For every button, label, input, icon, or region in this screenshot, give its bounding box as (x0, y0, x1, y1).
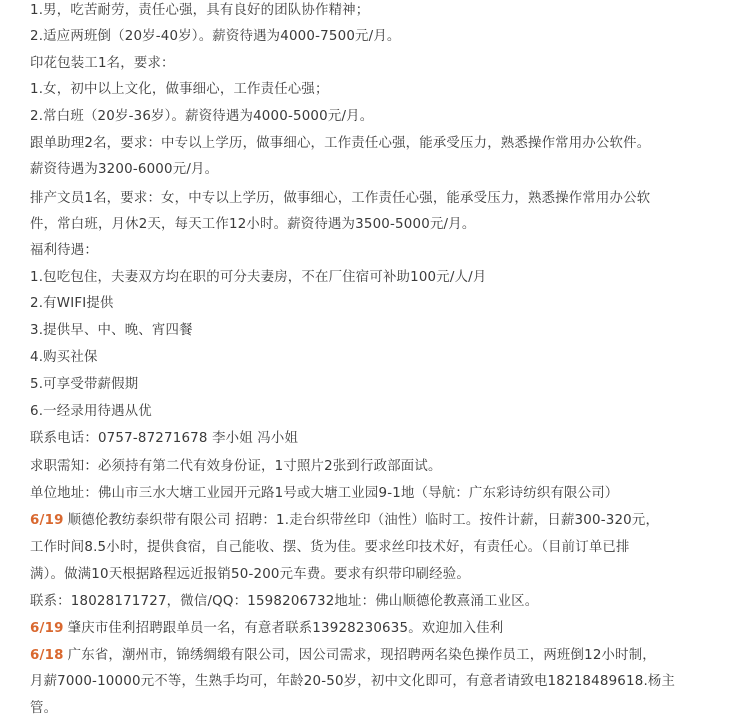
post-line (30, 512, 729, 530)
post-text: 顺德伦教纺泰织带有限公司 招聘：1.走台织带丝印（油性）临时工。按件计薪，日薪300-320元， (67, 513, 660, 528)
text-line: 薪资待遇为3200-6000元/月。 (30, 162, 219, 177)
text-line: 3.提供早、中、晚、宵四餐 (30, 323, 193, 338)
post-text: 肇庆市佳利招聘跟单员一名，有意者联系13928230635。欢迎加入佳利 (67, 621, 504, 636)
text-line: 2.有WIFI提供 (30, 296, 114, 311)
text-line: 1.男，吃苦耐劳，责任心强，具有良好的团队协作精神； (30, 3, 370, 18)
post-date: 6/19 (30, 621, 64, 636)
post-line: 联系：18028171727，微信/QQ：1598206732地址：佛山顺德伦教熹涌工业区。 (30, 594, 539, 609)
text-line: 排产文员1名，要求：女，中专以上学历，做事细心，工作责任心强，能承受压力，熟悉操作常用办公软 (30, 191, 651, 206)
post-line (30, 647, 729, 665)
text-line: 求职需知：必须持有第二代有效身份证，1寸照片2张到行政部面试。 (30, 459, 442, 474)
text-line: 1.女，初中以上文化，做事细心，工作责任心强； (30, 82, 329, 97)
post-line (30, 620, 729, 638)
text-line: 6.一经录用待遇从优 (30, 404, 152, 419)
post-line: 满）。做满10天根据路程远近报销50-200元车费。要求有织带印刷经验。 (30, 567, 470, 582)
post-text: 广东省，潮州市，锦绣绸缎有限公司，因公司需求，现招聘两名染色操作员工，两班倒12小时制， (67, 648, 656, 663)
text-line: 4.购买社保 (30, 350, 98, 365)
text-line: 5.可享受带薪假期 (30, 377, 139, 392)
post-date: 6/18 (30, 648, 64, 663)
text-line: 印花包装工1名，要求： (30, 56, 175, 71)
post-line: 月薪7000-10000元不等，生熟手均可，年龄20-50岁，初中文化即可，有意者请致电18218489618.杨主 (30, 674, 676, 689)
text-line: 1.包吃包住，夫妻双方均在职的可分夫妻房，不在厂住宿可补助100元/人/月 (30, 270, 487, 285)
text-line: 单位地址：佛山市三水大塘工业园开元路1号或大塘工业园9-1地（导航：广东彩诗纺织有限公司） (30, 486, 619, 501)
text-line: 2.适应两班倒（20岁-40岁）。薪资待遇为4000-7500元/月。 (30, 29, 401, 44)
text-line: 2.常白班（20岁-36岁）。薪资待遇为4000-5000元/月。 (30, 109, 374, 124)
text-line: 福利待遇： (30, 243, 98, 258)
text-line: 件，常白班，月休2天，每天工作12小时。薪资待遇为3500-5000元/月。 (30, 217, 476, 232)
post-date: 6/19 (30, 513, 64, 528)
text-line: 跟单助理2名，要求：中专以上学历，做事细心，工作责任心强，能承受压力，熟悉操作常用办公软件。 (30, 136, 651, 151)
text-line: 联系电话：0757-87271678 李小姐 冯小姐 (30, 431, 299, 446)
post-line: 工作时间8.5小时，提供食宿，自己能收、摆、货为佳。要求丝印技术好，有责任心。（目前订单已排 (30, 540, 630, 555)
post-line: 管。 (30, 701, 58, 716)
